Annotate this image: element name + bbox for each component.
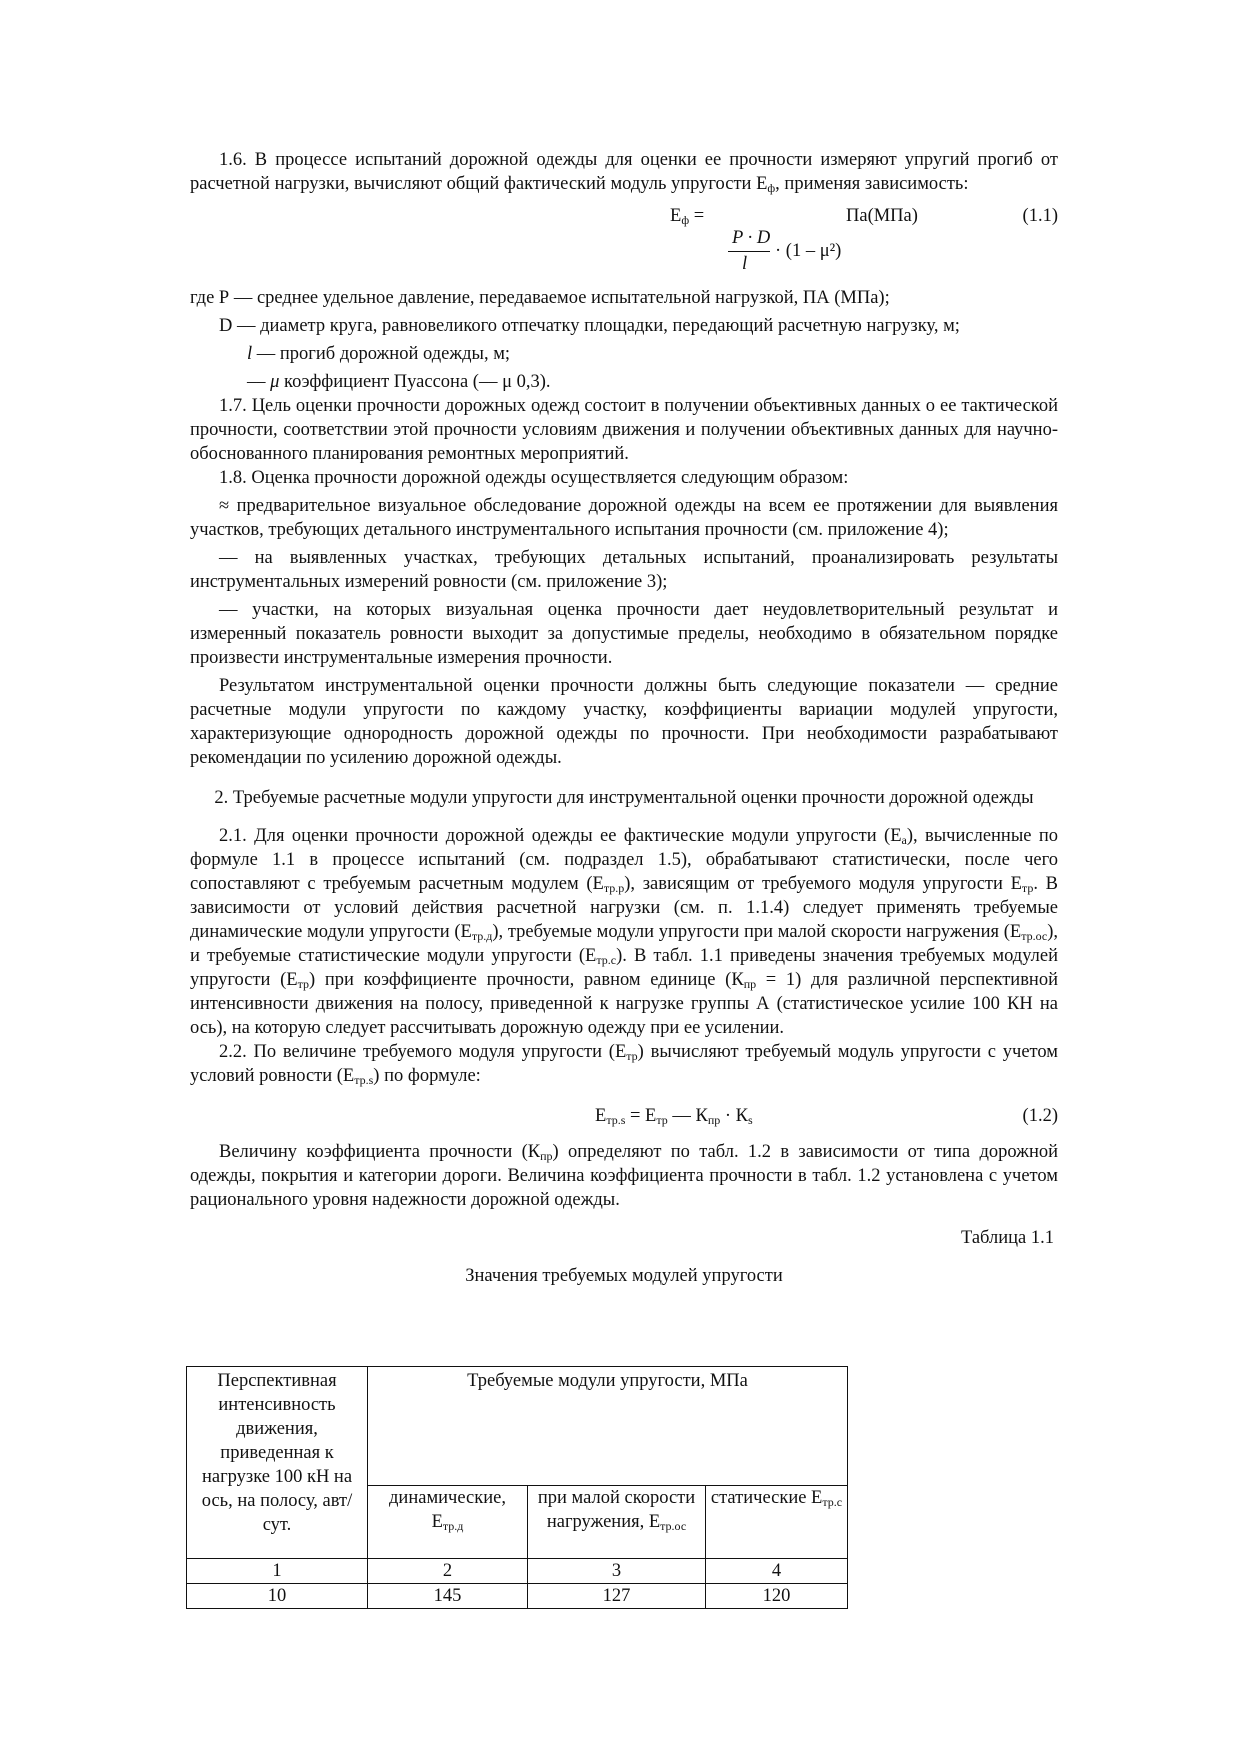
formula-1-2: [190, 1096, 1058, 1140]
document-page: [190, 148, 1058, 1288]
where-p: где Р –– среднее удельное давление, передаваемое испытательной нагрузкой, ПА (МПа);: [190, 288, 890, 308]
section-heading-2: 2. Требуемые расчетные модули упругости для инструментальной оценки прочности дорожной одежды: [214, 788, 1034, 808]
paragraph-result: Результатом инструментальной оценки прочности должны быть следующие показатели –– средние расчетные модули упругости по каждому участку, коэффициенты вариации модулей упругости, характеризующие однородность дорожной одежды по прочности. При необходимости разрабатывают рекомендации по усилению дорожной одежды.: [190, 676, 1058, 768]
where-mu: –– μ коэффициент Пуассона (–– μ 0,3).: [247, 372, 551, 392]
formula-body: $Е_{тр.s} = Е_{тр} -- К_{пр} \cdot К_s$: [595, 1106, 753, 1127]
formula-lhs: $Е_ф$ =: [670, 206, 705, 227]
paragraph-2-1: 2.1. Для оценки прочности дорожной одежды ее фактические модули упругости $(Е_а)$, вычисленные по формуле 1.1 в процессе испытаний (см. подраздел 1.5), обрабатывают статистически, после чего сопоставляют с требуемым расчетным модулем $(Е_{тр.р})$, зависящим от требуемого модуля упругости $Е_{тр}$. В зависимости от условий действия расчетной нагрузки (см. п. 1.1.4) следует применять требуемые динамические модули упругости $(Е_{тр.д})$, требуемые модули упругости при малой скорости нагружения $(Е_{тр.ос})$, и требуемые статистические модули упругости $(Е_{тр.с})$. В табл. 1.1 приведены значения требуемых модулей упругости $(Е_{тр})$ при коэффициенте прочности, равном единице $(К_{пр} = 1)$ для различной перспективной интенсивности движения на полосу, приведенной к нагрузке группы А (статистическое усилие 100 КН на ось), на которую следует рассчитывать дорожную одежду при ее усилении.: [190, 826, 1058, 1038]
fraction-bar: [728, 251, 770, 252]
text: 1.6. В процессе испытаний дорожной одежды для оценки ее прочности измеряют упругий прогиб от расчетной нагрузки, вычисляют общий фактический модуль упругости Е: [190, 150, 1058, 194]
table-title: Значения требуемых модулей упругости: [465, 1266, 783, 1286]
paragraph-1-7: 1.7. Цель оценки прочности дорожных одежд состоит в получении объективных данных о ее тактической прочности, соответствии этой прочности условиям движения и получении объективных данных для научно-обоснованного планирования ремонтных мероприятий.: [190, 396, 1058, 464]
fraction-numerator: P · D: [732, 228, 771, 248]
where-l: l –– прогиб дорожной одежды, м;: [247, 344, 511, 364]
paragraph-kpr: Величину коэффициента прочности $(К_{пр})$ определяют по табл. 1.2 в зависимости от типа дорожной одежды, покрытия и категории дороги. Величина коэффициента прочности в табл. 1.2 установлена с учетом рационального уровня надежности дорожной одежды.: [190, 1142, 1058, 1210]
table-cell: 3: [528, 1559, 706, 1584]
subscript: ф: [767, 181, 776, 195]
table-cell: 10: [187, 1584, 368, 1609]
table-cell: 145: [368, 1584, 528, 1609]
bullet-1: ≈ предварительное визуальное обследование дорожной одежды на всем ее протяжении для выявления участков, требующих детального инструментального испытания прочности (см. приложение 4);: [190, 496, 1058, 540]
formula-1-1: [190, 196, 1058, 286]
table-row: [187, 1584, 848, 1609]
formula-fraction: [720, 226, 870, 276]
fraction-multiplier: · (1 – μ²): [775, 241, 842, 261]
paragraph-1-8: 1.8. Оценка прочности дорожной одежды осуществляется следующим образом:: [219, 468, 849, 488]
table-cell: 1: [187, 1559, 368, 1584]
header-static: статические $Е_{тр.с}$: [706, 1486, 848, 1559]
header-group: Требуемые модули упругости, МПа: [368, 1367, 848, 1486]
header-slow: при малой скорости нагружения, $Е_{тр.ос}$: [528, 1486, 706, 1559]
table-cell: 2: [368, 1559, 528, 1584]
bullet-3: –– участки, на которых визуальная оценка прочности дает неудовлетворительный результат и измеренный показатель ровности выходит за допустимые пределы, необходимо в обязательном порядке произвести инструментальные измерения прочности.: [190, 600, 1058, 668]
table-header-row: [187, 1367, 848, 1486]
table-number-row: [187, 1559, 848, 1584]
bullet-2: –– на выявленных участках, требующих детальных испытаний, проанализировать результаты инструментальных измерений ровности (см. приложение 3);: [190, 548, 1058, 592]
formula-number: (1.2): [1022, 1106, 1058, 1126]
where-d: D –– диаметр круга, равновеликого отпечатку площадки, передающий расчетную нагрузку, м;: [219, 316, 960, 336]
fraction-denominator: l: [742, 254, 748, 274]
text: , применяя зависимость:: [775, 174, 969, 194]
table-cell: 127: [528, 1584, 706, 1609]
formula-number: (1.1): [1022, 206, 1058, 226]
paragraph-2-2: 2.2. По величине требуемого модуля упругости $(Е_{тр})$ вычисляют требуемый модуль упругости с учетом условий ровности $(Е_{тр.s})$ по формуле:: [190, 1042, 1058, 1087]
header-dynamic: динамические, $Е_{тр.д}$: [368, 1486, 528, 1559]
modulus-table: [186, 1366, 848, 1609]
formula-unit: Па(МПа): [846, 206, 918, 226]
header-intensity: Перспективная интенсивность движения, приведенная к нагрузке 100 кН на ось, на полосу, авт/сут.: [187, 1367, 368, 1559]
table-cell: 120: [706, 1584, 848, 1609]
paragraph-1-6: [190, 148, 1058, 196]
table-caption: Таблица 1.1: [961, 1228, 1054, 1248]
table-cell: 4: [706, 1559, 848, 1584]
